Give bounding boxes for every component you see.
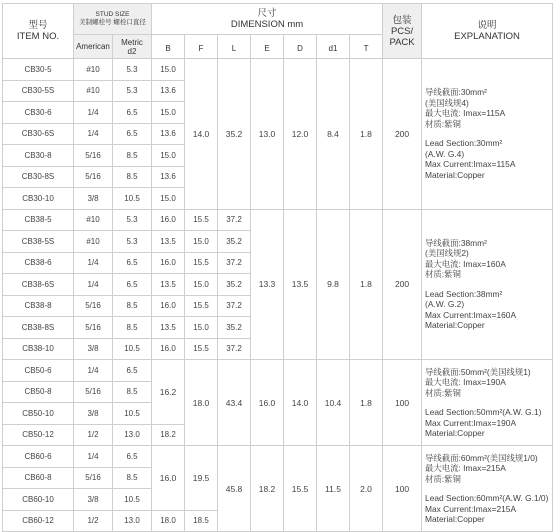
item-cell: CB38-5S	[3, 231, 74, 253]
explanation-header	[422, 4, 553, 59]
f-cell: 15.0	[185, 317, 218, 339]
item-cell: CB60-10	[3, 489, 74, 511]
item-no-header-en: ITEM NO.	[16, 31, 60, 42]
american-cell: #10	[74, 231, 113, 253]
pack-cell: 100	[383, 446, 422, 532]
d-cell: 15.5	[284, 446, 317, 532]
d1-cell: 9.8	[317, 209, 350, 360]
table-row	[3, 59, 553, 81]
metric-cell: 8.5	[113, 145, 152, 167]
f-cell: 19.5	[185, 446, 218, 511]
metric-cell: 5.3	[113, 59, 152, 81]
item-cell: CB30-5	[3, 59, 74, 81]
item-no-header	[3, 4, 74, 59]
b-cell: 15.0	[152, 145, 185, 167]
item-cell: CB60-12	[3, 510, 74, 532]
stud-american-cn: 美制螺栓号	[79, 19, 112, 26]
item-cell: CB38-8	[3, 295, 74, 317]
pack-header-cn: 包装	[392, 14, 412, 26]
b-cell: 13.6	[152, 166, 185, 188]
american-cell: 1/4	[74, 446, 113, 468]
f-cell: 15.5	[185, 252, 218, 274]
item-cell: CB38-10	[3, 338, 74, 360]
metric-cell: 13.0	[113, 510, 152, 532]
explanation-cell: 导线截面:50mm²(美国线规1) 最大电流: Imax=190A 材质:紫铜 Lead Section:50mm²(A.W. G.1) Max Current:Imax=190A Material:Copper	[422, 360, 553, 446]
e-cell: 18.2	[251, 446, 284, 532]
american-cell: 1/4	[74, 360, 113, 382]
american-cell: 5/16	[74, 295, 113, 317]
b-cell: 18.2	[152, 424, 185, 446]
metric-cell: 6.5	[113, 446, 152, 468]
col-f-header: F	[185, 35, 218, 59]
american-cell: 1/2	[74, 424, 113, 446]
american-cell: 5/16	[74, 467, 113, 489]
col-e-header: E	[251, 35, 284, 59]
american-cell: 5/16	[74, 145, 113, 167]
d-cell: 13.5	[284, 209, 317, 360]
col-d-header: D	[284, 35, 317, 59]
l-cell: 37.2	[218, 295, 251, 317]
metric-cell: 5.3	[113, 231, 152, 253]
d-cell: 14.0	[284, 360, 317, 446]
b-cell: 15.0	[152, 188, 185, 210]
metric-cell: 10.5	[113, 403, 152, 425]
d-cell: 12.0	[284, 59, 317, 210]
item-cell: CB60-8	[3, 467, 74, 489]
american-cell: 1/4	[74, 102, 113, 124]
stud-metric-cn: 螺栓口直径	[113, 19, 146, 26]
f-cell: 15.5	[185, 209, 218, 231]
item-cell: CB30-10	[3, 188, 74, 210]
dimension-header-cn: 尺寸	[257, 8, 277, 19]
b-cell: 16.0	[152, 209, 185, 231]
b-cell: 13.5	[152, 317, 185, 339]
b-cell: 16.0	[152, 338, 185, 360]
item-cell: CB50-6	[3, 360, 74, 382]
b-cell: 15.0	[152, 59, 185, 81]
f-cell: 18.5	[185, 510, 218, 532]
pack-cell: 100	[383, 360, 422, 446]
item-cell: CB30-6S	[3, 123, 74, 145]
item-cell: CB38-6	[3, 252, 74, 274]
l-cell: 35.2	[218, 274, 251, 296]
b-cell: 13.5	[152, 231, 185, 253]
metric-cell: 6.5	[113, 274, 152, 296]
american-cell: 1/2	[74, 510, 113, 532]
f-cell: 18.0	[185, 360, 218, 446]
specification-table	[2, 3, 553, 532]
item-cell: CB50-8	[3, 381, 74, 403]
f-cell: 15.0	[185, 274, 218, 296]
l-cell: 35.2	[218, 317, 251, 339]
item-cell: CB60-6	[3, 446, 74, 468]
b-cell: 15.0	[152, 102, 185, 124]
l-cell: 45.8	[218, 446, 251, 532]
b-cell: 18.0	[152, 510, 185, 532]
metric-cell: 5.3	[113, 80, 152, 102]
col-t-header: T	[350, 35, 383, 59]
item-cell: CB38-5	[3, 209, 74, 231]
pack-header-en2: PACK	[389, 36, 415, 48]
american-cell: 3/8	[74, 188, 113, 210]
metric-header: Metric d2	[113, 35, 152, 59]
l-cell: 43.4	[218, 360, 251, 446]
item-no-header-cn: 型号	[28, 20, 48, 31]
metric-cell: 5.3	[113, 209, 152, 231]
item-cell: CB50-10	[3, 403, 74, 425]
col-d1-header: d1	[317, 35, 350, 59]
e-cell: 16.0	[251, 360, 284, 446]
e-cell: 13.0	[251, 59, 284, 210]
american-cell: 5/16	[74, 166, 113, 188]
american-cell: 3/8	[74, 403, 113, 425]
metric-cell: 8.5	[113, 295, 152, 317]
dimension-header	[152, 4, 383, 35]
b-cell: 16.0	[152, 446, 185, 511]
explanation-cell: 导线截面:30mm² (美国线规4) 最大电流: Imax=115A 材质:紫铜 Lead Section:30mm² (A.W. G.4) Max Current:Imax=115A Material:Copper	[422, 59, 553, 210]
e-cell: 13.3	[251, 209, 284, 360]
l-cell: 37.2	[218, 338, 251, 360]
table-row	[3, 360, 553, 382]
t-cell: 1.8	[350, 360, 383, 446]
pack-cell: 200	[383, 209, 422, 360]
f-cell: 15.0	[185, 231, 218, 253]
b-cell: 13.5	[152, 274, 185, 296]
f-cell: 15.5	[185, 338, 218, 360]
american-cell: 3/8	[74, 489, 113, 511]
metric-cell: 8.5	[113, 317, 152, 339]
metric-cell: 10.5	[113, 489, 152, 511]
b-cell: 16.0	[152, 295, 185, 317]
explanation-cell: 导线截面:38mm² (美国线规2) 最大电流: Imax=160A 材质:紫铜 Lead Section:38mm² (A.W. G.2) Max Current:Imax=160A Material:Copper	[422, 209, 553, 360]
american-cell: #10	[74, 80, 113, 102]
american-cell: 5/16	[74, 381, 113, 403]
metric-cell: 8.5	[113, 467, 152, 489]
table-row	[3, 446, 553, 468]
metric-cell: 10.5	[113, 188, 152, 210]
item-cell: CB30-5S	[3, 80, 74, 102]
metric-cell: 6.5	[113, 102, 152, 124]
american-cell: 1/4	[74, 252, 113, 274]
explanation-header-cn: 说明	[477, 20, 497, 31]
t-cell: 1.8	[350, 209, 383, 360]
t-cell: 2.0	[350, 446, 383, 532]
stud-size-header	[74, 4, 152, 35]
american-header: American	[74, 35, 113, 59]
explanation-header-en: EXPLANATION	[454, 31, 520, 42]
metric-cell: 8.5	[113, 166, 152, 188]
d1-cell: 10.4	[317, 360, 350, 446]
b-cell: 16.0	[152, 252, 185, 274]
american-cell: #10	[74, 209, 113, 231]
table-row	[3, 209, 553, 231]
metric-cell: 10.5	[113, 338, 152, 360]
t-cell: 1.8	[350, 59, 383, 210]
pack-header-en1: PCS/	[390, 25, 414, 37]
f-cell: 15.5	[185, 295, 218, 317]
col-b-header: B	[152, 35, 185, 59]
b-cell: 13.6	[152, 123, 185, 145]
american-cell: 1/4	[74, 274, 113, 296]
explanation-cell: 导线截面:60mm²(美国线规1/0) 最大电流: Imax=215A 材质:紫铜 Lead Section:60mm²(A.W. G.1/0) Max Current:Imax=215A Material:Copper	[422, 446, 553, 532]
col-l-header: L	[218, 35, 251, 59]
d1-cell: 8.4	[317, 59, 350, 210]
pack-cell: 200	[383, 59, 422, 210]
item-cell: CB30-8S	[3, 166, 74, 188]
d1-cell: 11.5	[317, 446, 350, 532]
item-cell: CB30-6	[3, 102, 74, 124]
dimension-header-en: DIMENSION mm	[230, 19, 304, 30]
american-cell: #10	[74, 59, 113, 81]
american-cell: 3/8	[74, 338, 113, 360]
metric-cell: 6.5	[113, 123, 152, 145]
item-cell: CB30-8	[3, 145, 74, 167]
item-cell: CB50-12	[3, 424, 74, 446]
metric-cell: 6.5	[113, 252, 152, 274]
item-cell: CB38-6S	[3, 274, 74, 296]
metric-cell: 6.5	[113, 360, 152, 382]
l-cell: 37.2	[218, 209, 251, 231]
b-cell: 16.2	[152, 360, 185, 425]
american-cell: 5/16	[74, 317, 113, 339]
l-cell: 35.2	[218, 231, 251, 253]
l-cell: 37.2	[218, 252, 251, 274]
b-cell: 13.6	[152, 80, 185, 102]
stud-size-title: STUD SIZE	[95, 11, 130, 18]
f-cell: 14.0	[185, 59, 218, 210]
american-cell: 1/4	[74, 123, 113, 145]
item-cell: CB38-8S	[3, 317, 74, 339]
metric-cell: 8.5	[113, 381, 152, 403]
metric-cell: 13.0	[113, 424, 152, 446]
l-cell: 35.2	[218, 59, 251, 210]
pack-header	[383, 4, 422, 59]
